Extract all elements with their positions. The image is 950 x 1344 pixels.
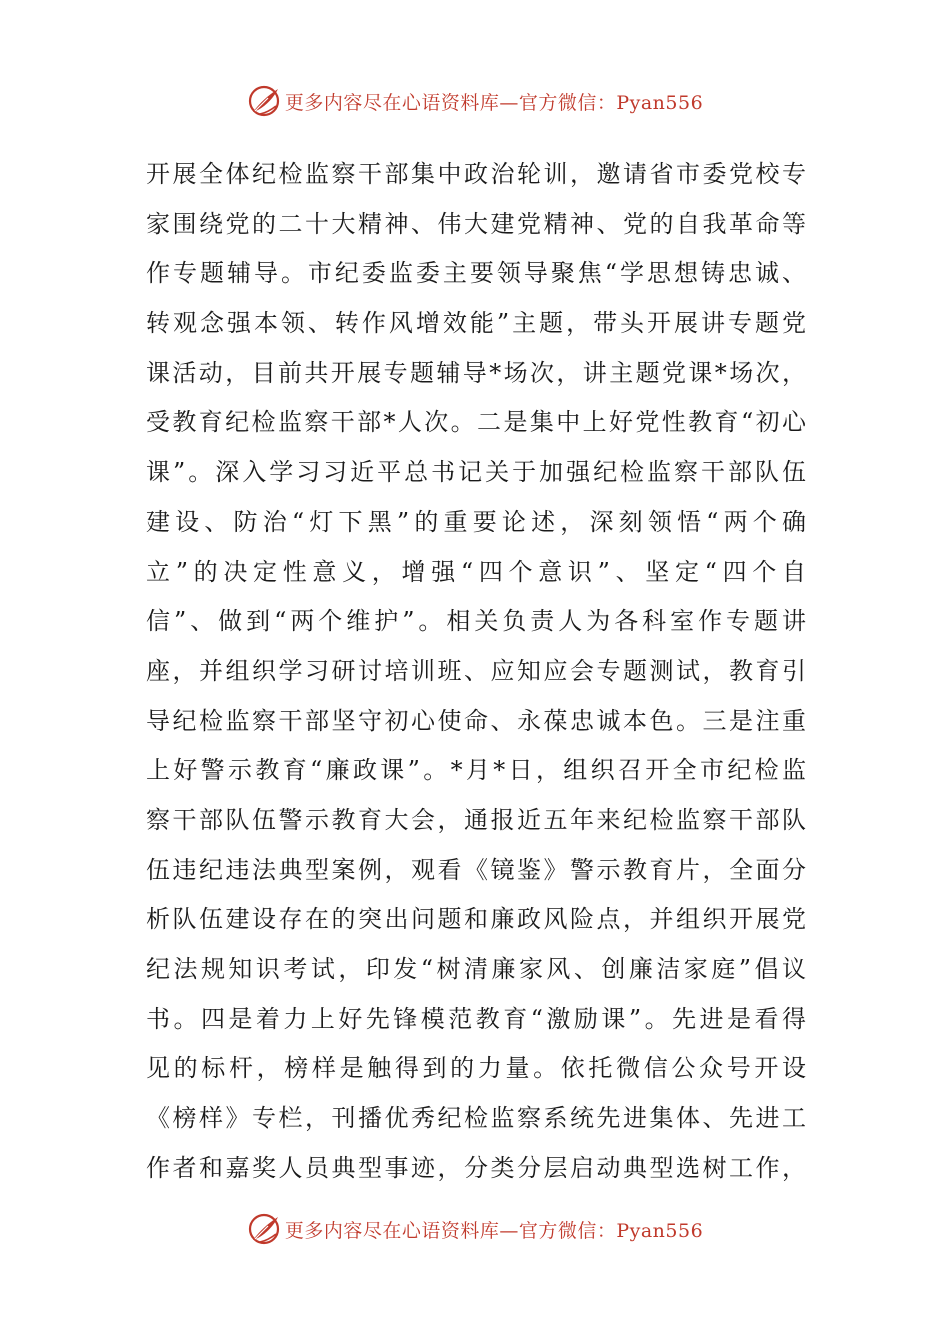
body-line: 察干部队伍警示教育大会，通报近五年来纪检监察干部队	[146, 805, 806, 834]
body-line: 上好警示教育“廉政课”。*月*日，组织召开全市纪检监	[146, 756, 806, 785]
body-line: 立”的决定性意义，增强“四个意识”、坚定“四个自	[146, 557, 806, 586]
body-line: 课”。深入学习习近平总书记关于加强纪检监察干部队伍	[146, 458, 806, 487]
feather-pen-logo-icon	[247, 1212, 281, 1246]
footer-watermark	[0, 1212, 950, 1246]
header-watermark	[0, 84, 950, 118]
feather-pen-logo-icon	[247, 84, 281, 118]
body-line: 受教育纪检监察干部*人次。二是集中上好党性教育“初心	[146, 408, 806, 437]
body-line: 信”、做到“两个维护”。相关负责人为各科室作专题讲	[146, 607, 806, 636]
body-line: 课活动，目前共开展专题辅导*场次，讲主题党课*场次，	[146, 358, 806, 387]
body-line: 导纪检监察干部坚守初心使命、永葆忠诚本色。三是注重	[146, 706, 806, 735]
body-line: 析队伍建设存在的突出问题和廉政风险点，并组织开展党	[146, 905, 806, 934]
body-line: 纪法规知识考试，印发“树清廉家风、创廉洁家庭”倡议	[146, 955, 806, 983]
body-line: 书。四是着力上好先锋模范教育“激励课”。先进是看得	[146, 1004, 806, 1033]
body-line: 座，并组织学习研讨培训班、应知应会专题测试，教育引	[146, 656, 806, 685]
body-line: 作者和嘉奖人员典型事迹，分类分层启动典型选树工作，	[146, 1153, 806, 1182]
body-line: 伍违纪违法典型案例，观看《镜鉴》警示教育片，全面分	[146, 855, 806, 884]
body-line: 家围绕党的二十大精神、伟大建党精神、党的自我革命等	[146, 209, 806, 238]
body-line: 建设、防治“灯下黑”的重要论述，深刻领悟“两个确	[146, 507, 806, 536]
body-line: 《榜样》专栏，刊播优秀纪检监察系统先进集体、先进工	[146, 1104, 806, 1133]
watermark-text: 更多内容尽在心语资料库—官方微信：Pyan556	[284, 1219, 704, 1242]
document-body	[146, 150, 806, 1193]
body-line: 见的标杆，榜样是触得到的力量。依托微信公众号开设	[146, 1054, 806, 1083]
body-line: 开展全体纪检监察干部集中政治轮训，邀请省市委党校专	[146, 160, 806, 188]
body-line: 转观念强本领、转作风增效能”主题，带头开展讲专题党	[146, 309, 806, 338]
body-line: 作专题辅导。市纪委监委主要领导聚焦“学思想铸忠诚、	[146, 259, 806, 288]
watermark-text: 更多内容尽在心语资料库—官方微信：Pyan556	[284, 91, 704, 114]
